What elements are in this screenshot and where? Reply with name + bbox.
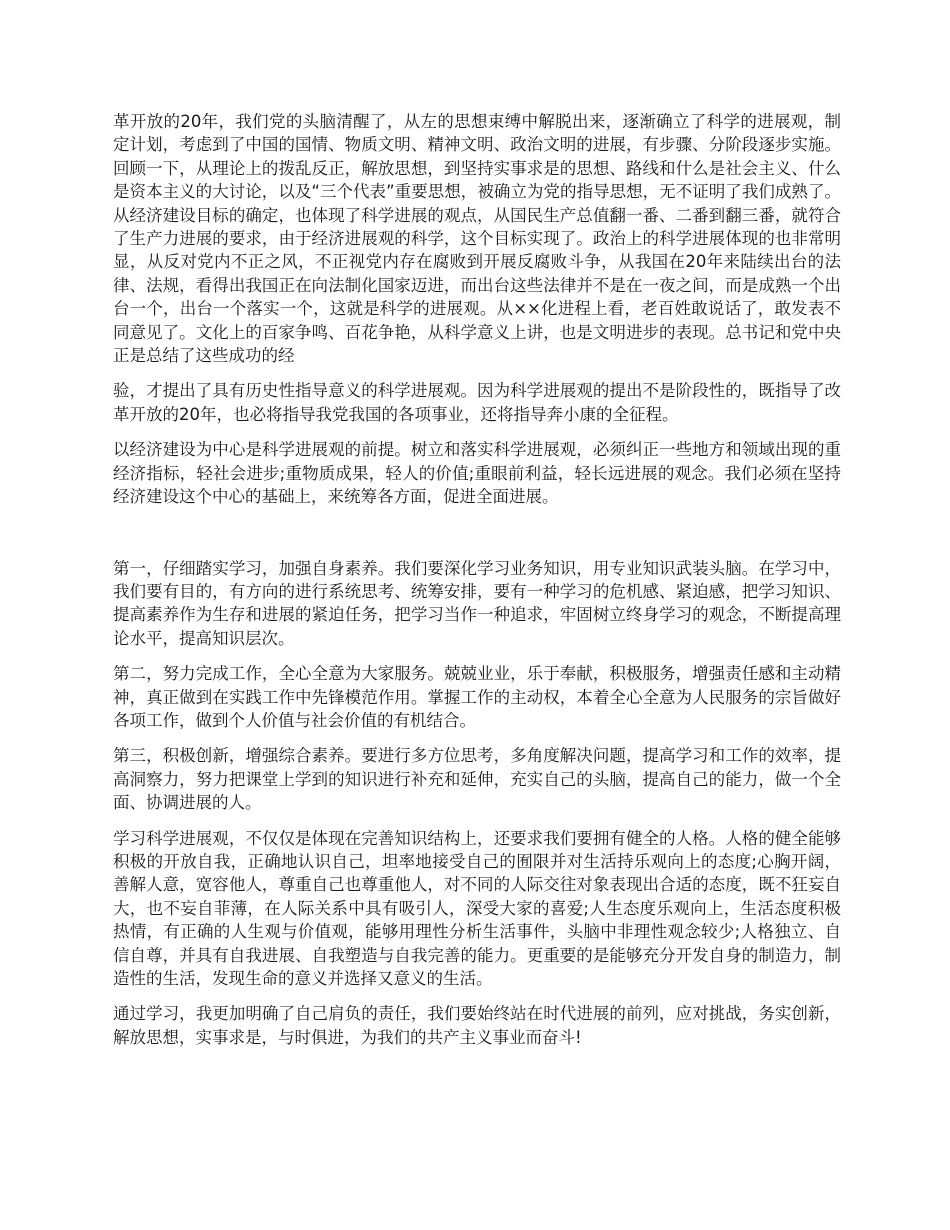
paragraph-scientific-outlook-proposed: 验，才提出了具有历史性指导意义的科学进展观。因为科学进展观的提出不是阶段性的，既指导了改革开放的20年，也必将指导我党我国的各项事业，还将指导奔小康的全征程。 [113,381,841,424]
paragraph-point-one: 第一，仔细踏实学习，加强自身素养。我们要深化学习业务知识，用专业知识武装头脑。在学习中，我们要有目的，有方向的进行系统思考、统筹安排，要有一种学习的危机感、紧迫感，把学习知识、提高素养作为生存和进展的紧迫任务，把学习当作一种追求，牢固树立终身学习的观念，不断提高理论水平，提高知识层次。 [113,558,841,648]
section-spacer [113,521,841,557]
paragraph-personality: 学习科学进展观，不仅仅是体现在完善知识结构上，还要求我们要拥有健全的人格。人格的健全能够积极的开放自我，正确地认识自己，坦率地接受自己的囿限并对生活持乐观向上的态度;心胸开阔，善解人意，宽容他人，尊重自己也尊重他人，对不同的人际交往对象表现出合适的态度，既不狂妄自大，也不妄自菲薄，在人际关系中具有吸引人，深受大家的喜爱;人生态度乐观向上，生活态度积极热情，有正确的人生观与价值观，能够用理性分析生活事件，头脑中非理性观念较少;人格独立、自信自尊，并具有自我进展、自我塑造与自我完善的能力。更重要的是能够充分开发自身的制造力，制造性的生活，发现生命的意义并选择又意义的生活。 [113,828,841,988]
paragraph-reform-twenty-years: 革开放的20年，我们党的头脑清醒了，从左的思想束缚中解脱出来，逐渐确立了科学的进展观，制定计划，考虑到了中国的国情、物质文明、精神文明、政治文明的进展，有步骤、分阶段逐步实施。回顾一下，从理论上的拨乱反正，解放思想，到坚持实事求是的思想、路线和什么是社会主义、什么是资本主义的大讨论，以及“三个代表”重要思想，被确立为党的指导思想，无不证明了我们成熟了。从经济建设目标的确定，也体现了科学进展的观点，从国民生产总值翻一番、二番到翻三番，就符合了生产力进展的要求，由于经济进展观的科学，这个目标实现了。政治上的科学进展体现的也非常明显，从反对党内不正之风，不正视党内存在腐败到开展反腐败斗争，从我国在20年来陆续出台的法律、法规，看得出我国正在向法制化国家迈进，而出台这些法律并不是在一夜之间，而是成熟一个出台一个，出台一个落实一个，这就是科学的进展观。从××化进程上看，老百姓敢说话了，敢发表不同意见了。文化上的百家争鸣、百花争艳，从科学意义上讲，也是文明进步的表现。总书记和党中央正是总结了这些成功的经 [113,112,841,366]
document-body [113,110,841,1061]
paragraph-point-two: 第二，努力完成工作，全心全意为大家服务。兢兢业业，乐于奉献，积极服务，增强责任感和主动精神，真正做到在实践工作中先锋模范作用。掌握工作的主动权，本着全心全意为人民服务的宗旨做好各项工作，做到个人价值与社会价值的有机结合。 [113,664,841,730]
paragraph-point-three: 第三，积极创新，增强综合素养。要进行多方位思考，多角度解决问题，提高学习和工作的效率，提高洞察力，努力把课堂上学到的知识进行补充和延伸，充实自己的头脑，提高自己的能力，做一个全面、协调进展的人。 [113,746,841,813]
paragraph-economic-center: 以经济建设为中心是科学进展观的前提。树立和落实科学进展观，必须纠正一些地方和领域出现的重经济指标，轻社会进步;重物质成果，轻人的价值;重眼前利益，轻长远进展的观念。我们必须在坚持经济建设这个中心的基础上，来统筹各方面，促进全面进展。 [113,440,841,507]
paragraph-conclusion: 通过学习，我更加明确了自己肩负的责任，我们要始终站在时代进展的前列，应对挑战，务实创新，解放思想，实事求是，与时俱进，为我们的共产主义事业而奋斗! [113,1004,841,1047]
